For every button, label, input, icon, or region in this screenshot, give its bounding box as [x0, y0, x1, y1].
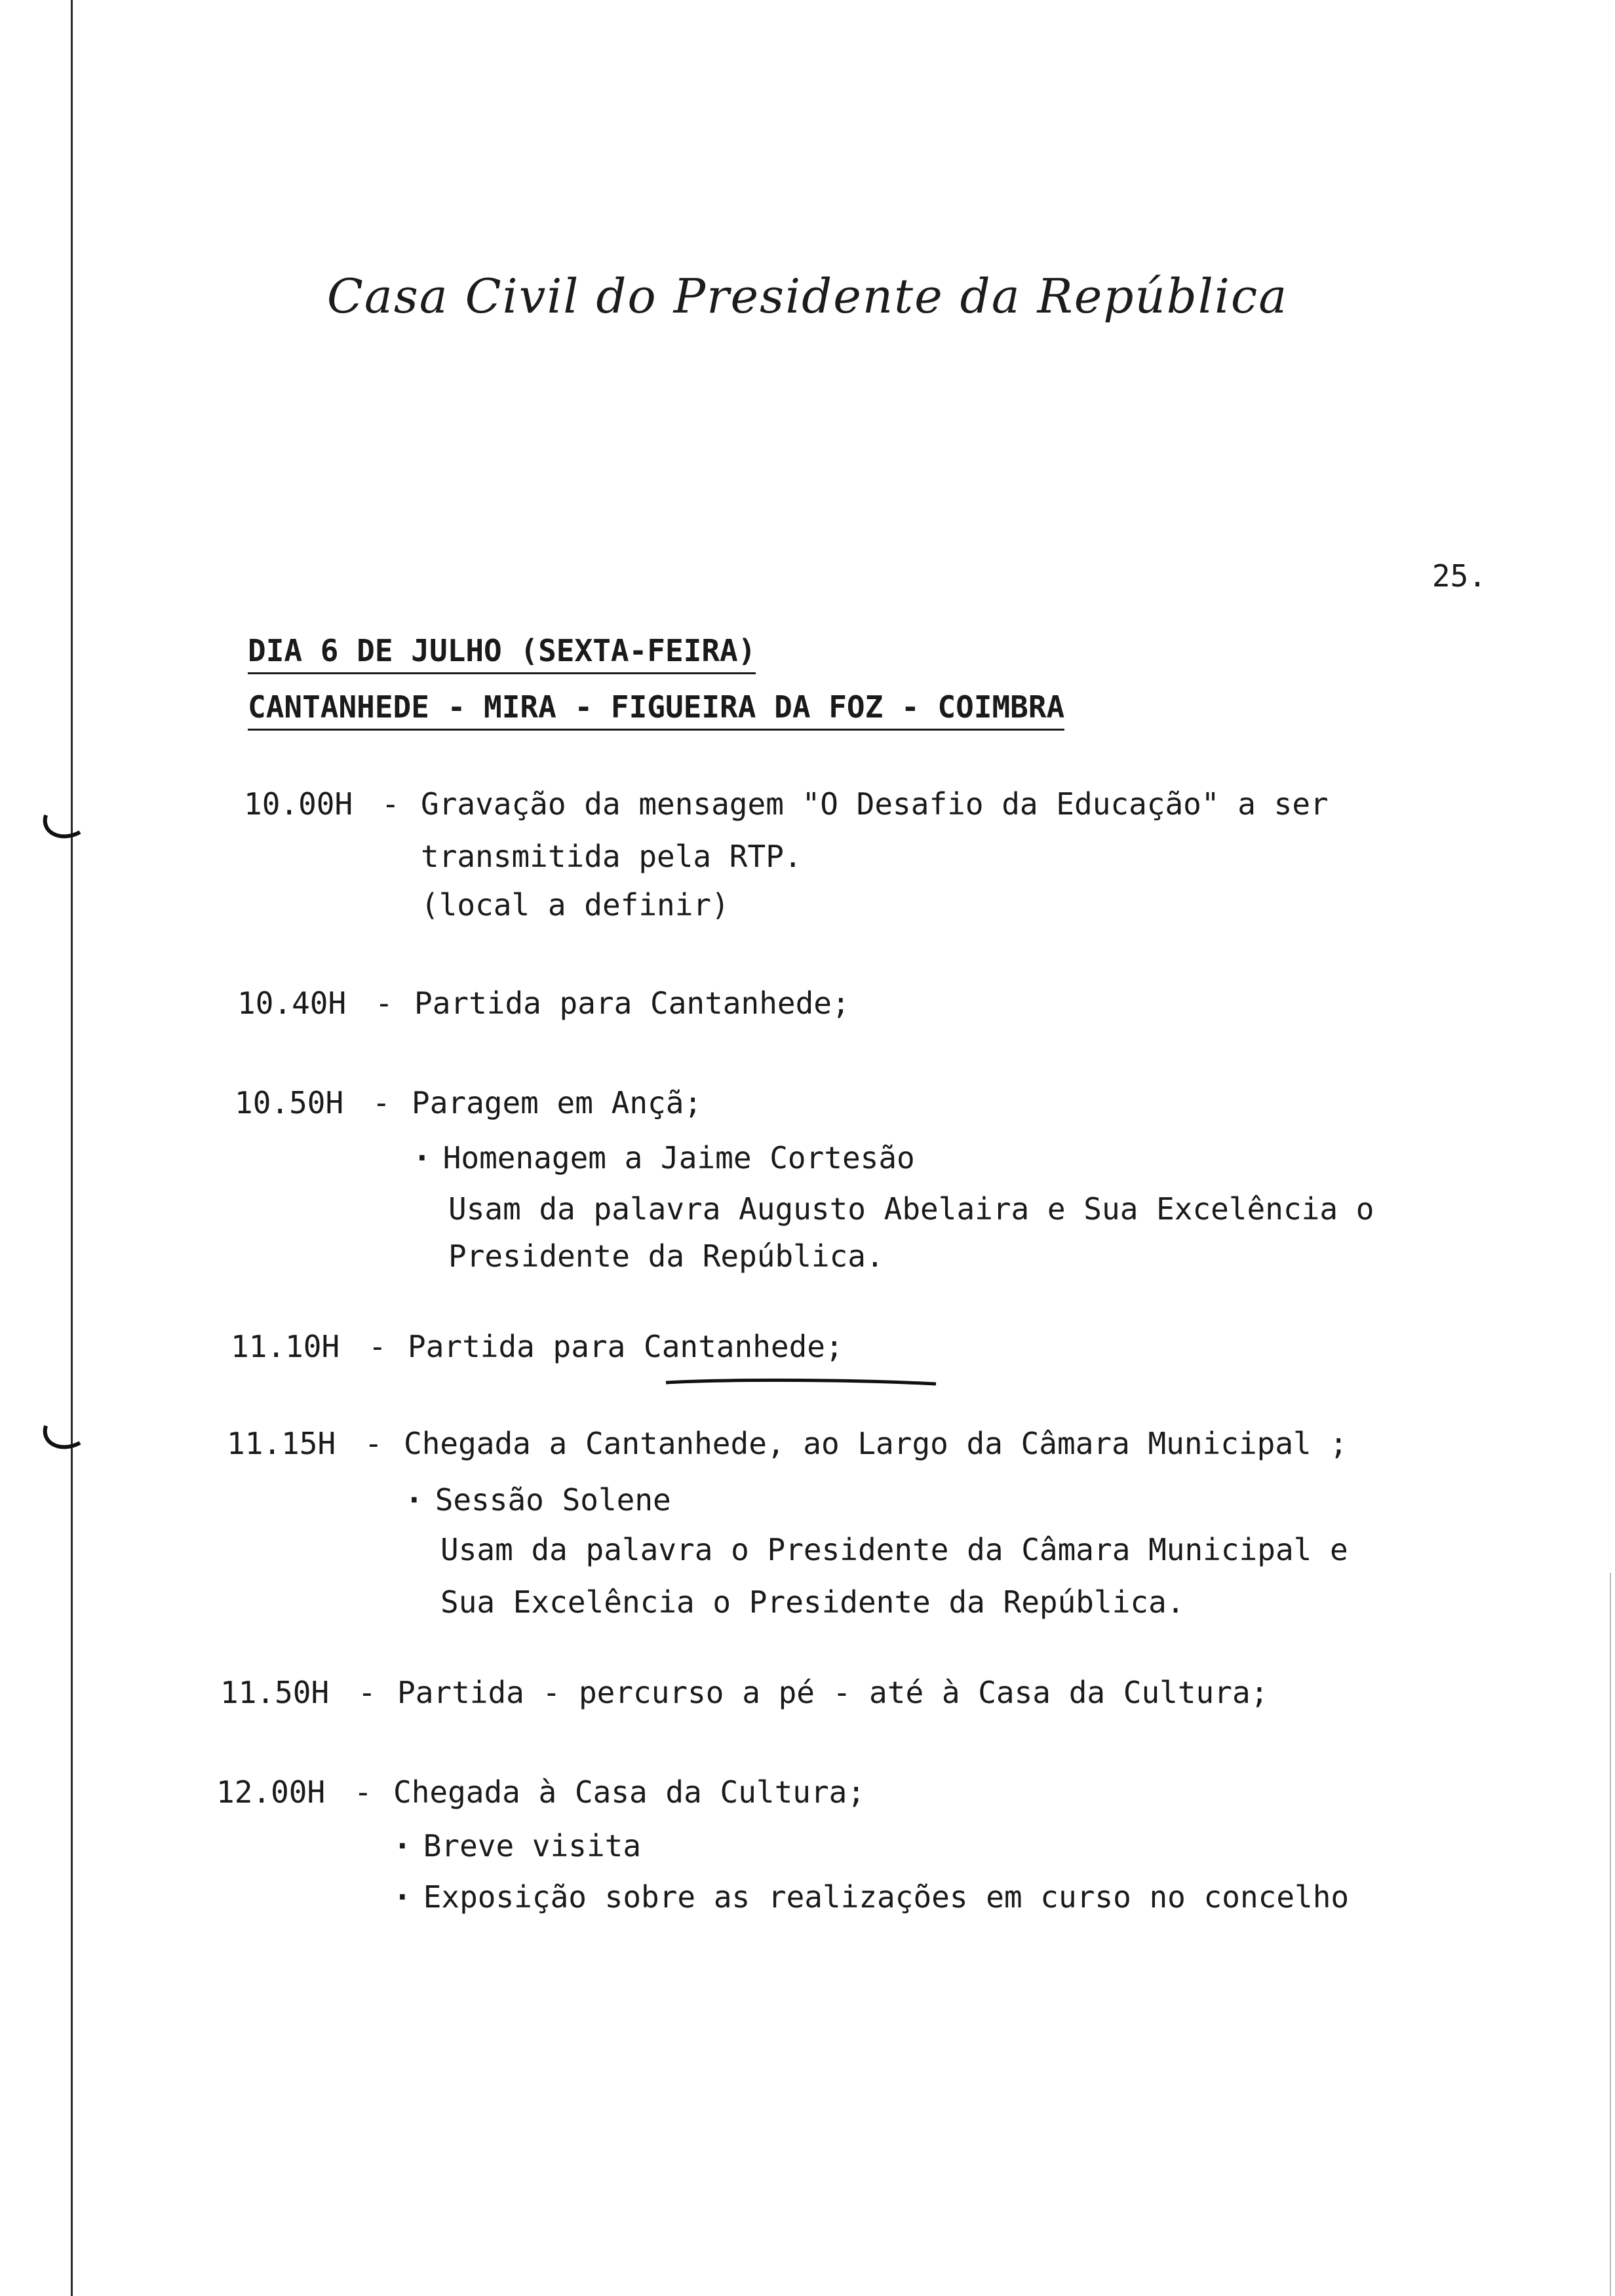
binder-hole-mark-2	[41, 1423, 83, 1455]
entry-text: Paragem em Ançã;	[412, 1085, 703, 1120]
entry-text: Partida para Cantanhede;	[414, 985, 850, 1021]
entry-dash: -	[354, 1774, 372, 1810]
entry-time: 10.40H	[237, 985, 347, 1021]
entry-dash: -	[372, 1085, 391, 1120]
entry-continuation: Presidente da República.	[448, 1238, 884, 1274]
heading-date-text: DIA 6 DE JULHO (SEXTA-FEIRA)	[248, 633, 756, 674]
entry-continuation: Usam da palavra Augusto Abelaira e Sua Excelência o	[448, 1191, 1374, 1227]
entry-time: 11.50H	[220, 1675, 330, 1710]
schedule-entry-1200	[216, 1774, 866, 1810]
entry-time: 10.00H	[244, 786, 353, 822]
entry-text: Chegada a Cantanhede, ao Largo da Câmara Municipal ;	[404, 1426, 1348, 1461]
entry-continuation: transmitida pela RTP.	[421, 839, 802, 874]
binder-hole-mark-1	[41, 813, 83, 844]
entry-dash: -	[375, 985, 393, 1021]
schedule-entry-1050	[235, 1085, 703, 1120]
entry-time: 11.10H	[231, 1329, 340, 1364]
entry-time: 11.15H	[227, 1426, 336, 1461]
schedule-entry-1000	[244, 786, 1329, 822]
entry-dash: -	[381, 786, 400, 822]
heading-route	[248, 689, 1064, 731]
entry-text: Gravação da mensagem "O Desafio da Educação" a ser	[421, 786, 1329, 822]
schedule-entry-1115	[227, 1428, 1348, 1459]
handwritten-underline	[663, 1377, 939, 1387]
entry-time: 12.00H	[216, 1774, 326, 1810]
schedule-entry-1150	[220, 1677, 1268, 1708]
page-number: 25.	[1431, 558, 1487, 594]
page-right-edge	[1610, 1573, 1611, 2296]
entry-bullet: · Homenagem a Jaime Cortesão	[413, 1140, 915, 1176]
entry-text: Chegada à Casa da Cultura;	[393, 1774, 866, 1810]
entry-text: Partida para Cantanhede;	[408, 1329, 844, 1364]
entry-dash: -	[368, 1329, 387, 1364]
schedule-entry-1110	[231, 1331, 844, 1362]
entry-continuation: Usam da palavra o Presidente da Câmara Municipal e	[440, 1532, 1348, 1567]
entry-bullet: · Breve visita	[393, 1828, 641, 1864]
entry-continuation: Sua Excelência o Presidente da República.	[440, 1584, 1185, 1620]
letterhead: Casa Civil do Presidente da República	[326, 269, 1289, 324]
entry-bullet: · Exposição sobre as realizações em curso no concelho	[393, 1879, 1349, 1915]
entry-bullet: · Sessão Solene	[405, 1482, 671, 1518]
entry-continuation: (local a definir)	[421, 887, 730, 923]
entry-dash: -	[364, 1426, 383, 1461]
entry-text: Partida - percurso a pé - até à Casa da Cultura;	[397, 1675, 1269, 1710]
entry-time: 10.50H	[235, 1085, 344, 1120]
heading-date	[248, 633, 756, 674]
heading-route-text: CANTANHEDE - MIRA - FIGUEIRA DA FOZ - COIMBRA	[248, 689, 1064, 731]
page-left-edge	[71, 0, 73, 2296]
schedule-entry-1040	[237, 985, 850, 1021]
entry-dash: -	[358, 1675, 376, 1710]
